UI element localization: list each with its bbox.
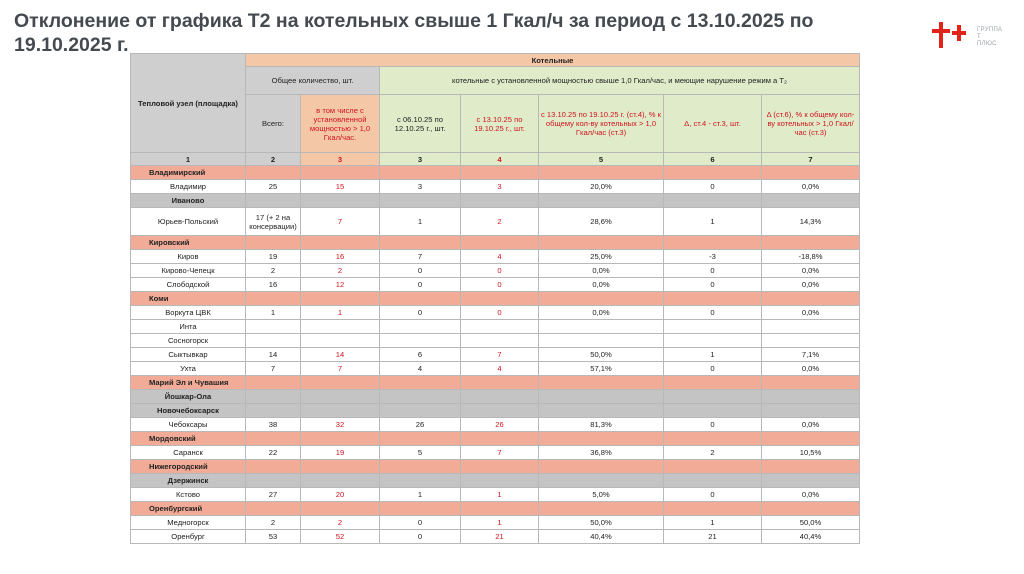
empty-cell [301,390,380,404]
cell-c4: 26 [461,418,539,432]
cell-c2: 2 [246,516,301,530]
empty-cell [301,460,380,474]
empty-cell [301,236,380,250]
cell-c3: 2 [301,516,380,530]
empty-cell [539,502,664,516]
cell-c4: 7 [461,348,539,362]
cell-c3b: 3 [380,180,461,194]
cell-c7: 7,1% [762,348,860,362]
empty-cell [246,404,301,418]
col-number: 2 [246,153,301,166]
region-row [131,292,860,306]
boiler-deviation-table [130,53,860,544]
cell-c7: 0,0% [762,488,860,502]
site-name: Дзержинск [131,474,246,488]
empty-cell [664,292,762,306]
cell-c3b: 26 [380,418,461,432]
cell-c4: 3 [461,180,539,194]
cell-c5: 25,0% [539,250,664,264]
cell-c6: 1 [664,348,762,362]
empty-cell [539,376,664,390]
site-name: Киров [131,250,246,264]
empty-cell [664,474,762,488]
cell-c3b: 0 [380,516,461,530]
cell-c6: 0 [664,488,762,502]
cell-c5 [539,320,664,334]
empty-cell [664,460,762,474]
cell-c3 [301,334,380,348]
empty-cell [461,404,539,418]
cell-c6 [664,320,762,334]
cell-c2 [246,334,301,348]
empty-cell [246,236,301,250]
cell-c6: 0 [664,278,762,292]
cell-c3 [301,320,380,334]
cell-c5: 50,0% [539,516,664,530]
empty-cell [762,166,860,180]
empty-cell [539,432,664,446]
empty-cell [461,460,539,474]
cell-c3: 52 [301,530,380,544]
empty-cell [246,390,301,404]
empty-cell [539,292,664,306]
cell-c3: 7 [301,362,380,376]
site-name: Кстово [131,488,246,502]
cell-c7: 40,4% [762,530,860,544]
site-row [131,516,860,530]
empty-cell [246,502,301,516]
header-percent: с 13.10.25 по 19.10.25 г. (ст.4), % к общему кол-ву котельных > 1,0 Гкал/час (ст.3) [539,95,664,153]
cell-c2: 14 [246,348,301,362]
col-number: 5 [539,153,664,166]
cell-c3b: 6 [380,348,461,362]
cell-c2: 16 [246,278,301,292]
empty-cell [762,502,860,516]
empty-cell [762,194,860,208]
region-row [131,432,860,446]
empty-cell [380,432,461,446]
site-name: Йошкар-Ола [131,390,246,404]
empty-cell [762,474,860,488]
site-row [131,180,860,194]
cell-c3b: 7 [380,250,461,264]
region-name: Нижегородский [131,460,246,474]
cell-c4: 21 [461,530,539,544]
cell-c4: 7 [461,446,539,460]
cell-c6: 2 [664,446,762,460]
empty-cell [664,166,762,180]
cell-c6: 0 [664,180,762,194]
cell-c3b: 0 [380,530,461,544]
site-row [131,306,860,320]
cell-c6: 21 [664,530,762,544]
empty-cell [246,166,301,180]
region-name: Владимирский [131,166,246,180]
cell-c7 [762,334,860,348]
empty-cell [762,376,860,390]
cell-c6: 0 [664,362,762,376]
empty-cell [762,390,860,404]
empty-cell [301,292,380,306]
empty-cell [539,236,664,250]
header-violation-group: котельные с установленной мощностью свыше 1,0 Гкал/час, и меющие нарушение режим а Т₂ [380,67,860,95]
cell-c4 [461,334,539,348]
cell-c7: 0,0% [762,180,860,194]
cell-c2: 17 (+ 2 на консервации) [246,208,301,236]
cell-c5: 50,0% [539,348,664,362]
header-prev-week: с 06.10.25 по 12.10.25 г., шт. [380,95,461,153]
cell-c6: 1 [664,208,762,236]
empty-cell [380,376,461,390]
cell-c7 [762,320,860,334]
site-name: Новочебоксарск [131,404,246,418]
site-row [131,362,860,376]
empty-cell [301,194,380,208]
site-row [131,264,860,278]
empty-cell [380,166,461,180]
site-row [131,348,860,362]
cell-c3: 15 [301,180,380,194]
empty-cell [380,390,461,404]
empty-cell [246,292,301,306]
empty-cell [461,390,539,404]
col-number: 6 [664,153,762,166]
site-row-no-data [131,390,860,404]
empty-cell [461,502,539,516]
site-row [131,208,860,236]
empty-cell [301,404,380,418]
empty-cell [664,404,762,418]
header-node: Тепловой узел (площадка) [131,54,246,153]
cell-c7: 0,0% [762,306,860,320]
empty-cell [246,376,301,390]
cell-c3: 2 [301,264,380,278]
empty-cell [539,460,664,474]
cell-c3b: 1 [380,488,461,502]
empty-cell [664,194,762,208]
site-name: Владимир [131,180,246,194]
cell-c3: 1 [301,306,380,320]
site-row [131,418,860,432]
cell-c3: 12 [301,278,380,292]
site-row-no-data [131,474,860,488]
page-title: Отклонение от графика Т2 на котельных свыше 1 Гкал/ч за период с 13.10.2025 по 19.10.2025 г. [14,10,814,56]
site-name: Инта [131,320,246,334]
col-number: 1 [131,153,246,166]
cell-c3: 7 [301,208,380,236]
region-row [131,376,860,390]
header-delta: Δ, ст.4 - ст.3, шт. [664,95,762,153]
region-row [131,166,860,180]
header-curr-week: с 13.10.25 по 19.10.25 г., шт. [461,95,539,153]
empty-cell [380,460,461,474]
cell-c4: 0 [461,264,539,278]
cell-c2: 19 [246,250,301,264]
cell-c5: 40,4% [539,530,664,544]
cell-c2: 25 [246,180,301,194]
cell-c3: 20 [301,488,380,502]
empty-cell [246,194,301,208]
col-number: 4 [461,153,539,166]
cell-c5: 5,0% [539,488,664,502]
cell-c6: 0 [664,306,762,320]
empty-cell [380,236,461,250]
empty-cell [461,236,539,250]
cell-c2: 1 [246,306,301,320]
cell-c7: 14,3% [762,208,860,236]
cell-c3b: 0 [380,264,461,278]
empty-cell [301,376,380,390]
cell-c6 [664,334,762,348]
region-name: Мордовский [131,432,246,446]
cell-c3: 32 [301,418,380,432]
empty-cell [380,474,461,488]
region-name: Кировский [131,236,246,250]
region-row [131,502,860,516]
site-row-no-data [131,194,860,208]
empty-cell [664,502,762,516]
empty-cell [539,194,664,208]
cell-c5: 0,0% [539,306,664,320]
cell-c7: 50,0% [762,516,860,530]
site-name: Слободской [131,278,246,292]
col-number: 3 [301,153,380,166]
site-row [131,278,860,292]
site-row [131,334,860,348]
cell-c3b [380,320,461,334]
empty-cell [762,404,860,418]
cell-c2: 38 [246,418,301,432]
site-name: Кирово-Чепецк [131,264,246,278]
cell-c2: 22 [246,446,301,460]
empty-cell [380,502,461,516]
empty-cell [539,404,664,418]
cell-c3: 14 [301,348,380,362]
header-over1: в том числе с установленной мощностью > 1,0 Гкал/час. [301,95,380,153]
empty-cell [664,376,762,390]
brand-text: ГРУППА Т ПЛЮС [977,27,1003,47]
col-number: 7 [762,153,860,166]
cell-c6: -3 [664,250,762,264]
empty-cell [461,474,539,488]
header-total: Всего: [246,95,301,153]
empty-cell [301,502,380,516]
empty-cell [461,194,539,208]
cell-c5: 36,8% [539,446,664,460]
cell-c5: 0,0% [539,264,664,278]
cell-c4: 4 [461,362,539,376]
cell-c5: 0,0% [539,278,664,292]
empty-cell [539,166,664,180]
cell-c5: 20,0% [539,180,664,194]
cell-c3b [380,334,461,348]
cell-c4: 0 [461,306,539,320]
col-number: 3 [380,153,461,166]
empty-cell [762,432,860,446]
empty-cell [301,432,380,446]
cell-c7: -18,8% [762,250,860,264]
cell-c6: 0 [664,264,762,278]
column-numbers-row [131,153,860,166]
cell-c2 [246,320,301,334]
company-logo [930,20,1003,50]
region-row [131,236,860,250]
empty-cell [762,236,860,250]
region-name: Марий Эл и Чувашия [131,376,246,390]
empty-cell [380,404,461,418]
cell-c3b: 4 [380,362,461,376]
empty-cell [664,432,762,446]
site-name: Чебоксары [131,418,246,432]
empty-cell [762,460,860,474]
empty-cell [664,236,762,250]
header-boilers: Котельные [246,54,860,67]
site-name: Саранск [131,446,246,460]
cell-c3b: 0 [380,306,461,320]
header-total-group: Общее количество, шт. [246,67,380,95]
cell-c6: 1 [664,516,762,530]
cell-c4 [461,320,539,334]
empty-cell [246,474,301,488]
site-name: Воркута ЦВК [131,306,246,320]
empty-cell [461,432,539,446]
cell-c2: 2 [246,264,301,278]
empty-cell [539,474,664,488]
site-name: Сыктывкар [131,348,246,362]
empty-cell [301,474,380,488]
t-plus-logo-icon [930,20,972,50]
site-row-no-data [131,404,860,418]
cell-c4: 1 [461,516,539,530]
cell-c5: 28,6% [539,208,664,236]
site-name: Оренбург [131,530,246,544]
empty-cell [762,292,860,306]
site-name: Медногорск [131,516,246,530]
empty-cell [461,376,539,390]
site-name: Сосногорск [131,334,246,348]
cell-c2: 53 [246,530,301,544]
cell-c7: 0,0% [762,264,860,278]
header-delta-percent: Δ (ст.6), % к общему кол-ву котельных > 1,0 Гкал/час (ст.3) [762,95,860,153]
cell-c5 [539,334,664,348]
site-row [131,320,860,334]
site-row [131,530,860,544]
cell-c3b: 1 [380,208,461,236]
cell-c7: 0,0% [762,278,860,292]
site-name: Ухта [131,362,246,376]
site-row [131,446,860,460]
cell-c4: 2 [461,208,539,236]
site-name: Иваново [131,194,246,208]
cell-c7: 0,0% [762,418,860,432]
empty-cell [539,390,664,404]
cell-c4: 1 [461,488,539,502]
empty-cell [246,460,301,474]
cell-c3: 19 [301,446,380,460]
site-row [131,488,860,502]
region-row [131,460,860,474]
cell-c6: 0 [664,418,762,432]
cell-c4: 0 [461,278,539,292]
empty-cell [246,432,301,446]
site-row [131,250,860,264]
empty-cell [461,292,539,306]
cell-c2: 7 [246,362,301,376]
cell-c5: 81,3% [539,418,664,432]
cell-c3: 16 [301,250,380,264]
cell-c5: 57,1% [539,362,664,376]
site-name: Юрьев-Польский [131,208,246,236]
region-name: Коми [131,292,246,306]
empty-cell [461,166,539,180]
cell-c7: 0,0% [762,362,860,376]
empty-cell [664,390,762,404]
cell-c7: 10,5% [762,446,860,460]
empty-cell [380,292,461,306]
cell-c4: 4 [461,250,539,264]
empty-cell [380,194,461,208]
cell-c3b: 5 [380,446,461,460]
cell-c2: 27 [246,488,301,502]
empty-cell [301,166,380,180]
cell-c3b: 0 [380,278,461,292]
region-name: Оренбургский [131,502,246,516]
